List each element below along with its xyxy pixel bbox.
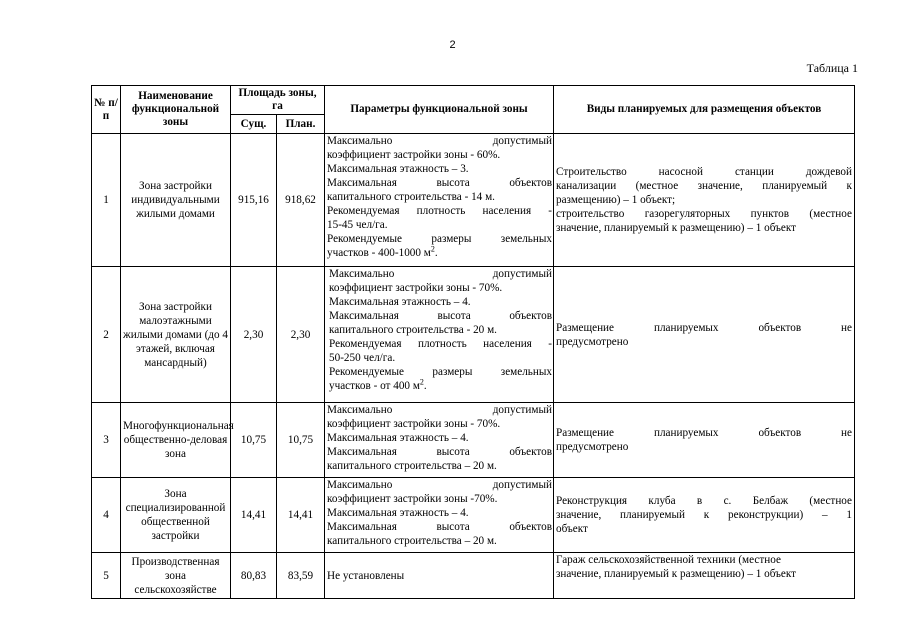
param-line: коэффициент застройки зоны -70%. bbox=[327, 493, 498, 505]
area-planned: 83,59 bbox=[277, 553, 325, 599]
planned-objects bbox=[554, 403, 855, 478]
param-line: 15-45 чел/га. bbox=[327, 219, 388, 231]
param-line: Не установлены bbox=[327, 569, 405, 582]
param-line: Максимально допустимый bbox=[329, 268, 552, 280]
header-objects: Виды планируемых для размещения объектов bbox=[554, 86, 855, 134]
planned-objects bbox=[554, 553, 855, 599]
planned-objects bbox=[554, 134, 855, 267]
param-text: участков - от 400 м bbox=[329, 380, 420, 392]
param-line: Максимальная этажность – 4. bbox=[327, 507, 469, 519]
param-line: капитального строительства – 20 м. bbox=[327, 460, 497, 472]
page-number: 2 bbox=[449, 39, 456, 51]
table-row bbox=[92, 478, 855, 553]
param-line: капитального строительства – 20 м. bbox=[327, 535, 497, 547]
table-row bbox=[92, 403, 855, 478]
zone-name: Зона специализированной общественной застройки bbox=[121, 478, 231, 553]
param-line: Рекомендуемая плотность населения - bbox=[329, 338, 552, 350]
header-area-existing: Сущ. bbox=[231, 115, 277, 134]
param-line: Рекомендуемая плотность населения - bbox=[327, 205, 552, 217]
zone-name: Зона застройки индивидуальными жилыми домами bbox=[121, 134, 231, 267]
param-line: капитального строительства - 20 м. bbox=[329, 324, 497, 336]
param-line: коэффициент застройки зоны - 60%. bbox=[327, 149, 501, 161]
table-row bbox=[92, 134, 855, 267]
param-text: . bbox=[423, 380, 427, 392]
param-line: Максимальная высота объектов bbox=[327, 446, 552, 458]
param-line: Максимальная этажность – 3. bbox=[327, 163, 469, 175]
param-line: Рекомендуемые размеры земельных bbox=[329, 366, 552, 378]
superscript: 2 bbox=[430, 244, 435, 254]
object-line: предусмотрено bbox=[556, 335, 629, 348]
object-line: предусмотрено bbox=[556, 441, 629, 453]
zone-params bbox=[325, 267, 554, 403]
param-line: Максимальная этажность – 4. bbox=[327, 432, 469, 444]
param-line: Максимально допустимый bbox=[327, 404, 552, 416]
row-number: 1 bbox=[92, 134, 121, 267]
area-planned: 14,41 bbox=[277, 478, 325, 553]
zones-table bbox=[91, 85, 855, 599]
area-existing: 2,30 bbox=[231, 267, 277, 403]
param-line: Максимально допустимый bbox=[327, 135, 552, 147]
object-line: Гараж сельскохозяйственной техники (местное bbox=[556, 554, 781, 566]
param-line: Максимально допустимый bbox=[327, 479, 552, 491]
row-number: 3 bbox=[92, 403, 121, 478]
param-line: Максимальная высота объектов bbox=[327, 177, 552, 189]
row-number: 2 bbox=[92, 267, 121, 403]
object-line: Строительство насосной станции дождевой bbox=[556, 166, 852, 178]
object-line: объект bbox=[556, 523, 588, 535]
zone-params bbox=[325, 134, 554, 267]
param-text: . bbox=[434, 247, 438, 259]
row-number: 5 bbox=[92, 553, 121, 599]
area-existing: 10,75 bbox=[231, 403, 277, 478]
area-existing: 80,83 bbox=[231, 553, 277, 599]
param-line: 50-250 чел/га. bbox=[329, 352, 396, 364]
header-num: № п/п bbox=[92, 86, 121, 134]
zone-name: Многофункциональная общественно-деловая зона bbox=[121, 403, 231, 478]
param-line: коэффициент застройки зоны - 70%. bbox=[329, 282, 503, 294]
area-planned: 10,75 bbox=[277, 403, 325, 478]
param-line: капитального строительства - 14 м. bbox=[327, 191, 495, 203]
object-line: значение, планируемый к размещению) – 1 объект bbox=[556, 222, 797, 234]
param-line: Рекомендуемые размеры земельных bbox=[327, 233, 552, 245]
object-line: Размещение планируемых объектов не bbox=[556, 427, 852, 439]
param-line: коэффициент застройки зоны - 70%. bbox=[327, 418, 501, 430]
table-row bbox=[92, 553, 855, 599]
param-line bbox=[327, 246, 552, 260]
zone-name: Производственная зона сельскохозяйстве bbox=[121, 553, 231, 599]
zone-params bbox=[325, 478, 554, 553]
planned-objects bbox=[554, 478, 855, 553]
table-caption: Таблица 1 bbox=[806, 61, 858, 75]
header-area-planned: План. bbox=[277, 115, 325, 134]
object-line: строительство газорегуляторных пунктов (местное bbox=[556, 208, 852, 220]
object-line: значение, планируемый к размещению) – 1 объект bbox=[556, 568, 797, 580]
param-line: Максимальная высота объектов bbox=[327, 521, 552, 533]
zone-name: Зона застройки малоэтажными жилыми домами (до 4 этажей, включая мансардный) bbox=[121, 267, 231, 403]
header-area: Площадь зоны, га bbox=[231, 86, 325, 115]
area-existing: 14,41 bbox=[231, 478, 277, 553]
row-number: 4 bbox=[92, 478, 121, 553]
area-planned: 2,30 bbox=[277, 267, 325, 403]
header-params: Параметры функциональной зоны bbox=[325, 86, 554, 134]
object-line: значение, планируемый к реконструкции) – 1 bbox=[556, 509, 852, 521]
param-text: участков - 400-1000 м bbox=[327, 247, 431, 259]
param-line: Максимальная высота объектов bbox=[329, 310, 552, 322]
param-line bbox=[329, 379, 552, 393]
object-line: канализации (местное значение, планируемый к bbox=[556, 180, 852, 192]
param-line: Максимальная этажность – 4. bbox=[329, 296, 471, 308]
zone-params bbox=[325, 403, 554, 478]
header-zone-name: Наименование функциональной зоны bbox=[121, 86, 231, 134]
planned-objects bbox=[554, 267, 855, 403]
zone-params bbox=[325, 553, 554, 599]
area-planned: 918,62 bbox=[277, 134, 325, 267]
object-line: размещению) – 1 объект; bbox=[556, 194, 676, 206]
table-row bbox=[92, 267, 855, 403]
object-line: Размещение планируемых объектов не bbox=[556, 321, 852, 334]
object-line: Реконструкция клуба в с. Белбаж (местное bbox=[556, 495, 852, 507]
superscript: 2 bbox=[419, 377, 424, 387]
area-existing: 915,16 bbox=[231, 134, 277, 267]
